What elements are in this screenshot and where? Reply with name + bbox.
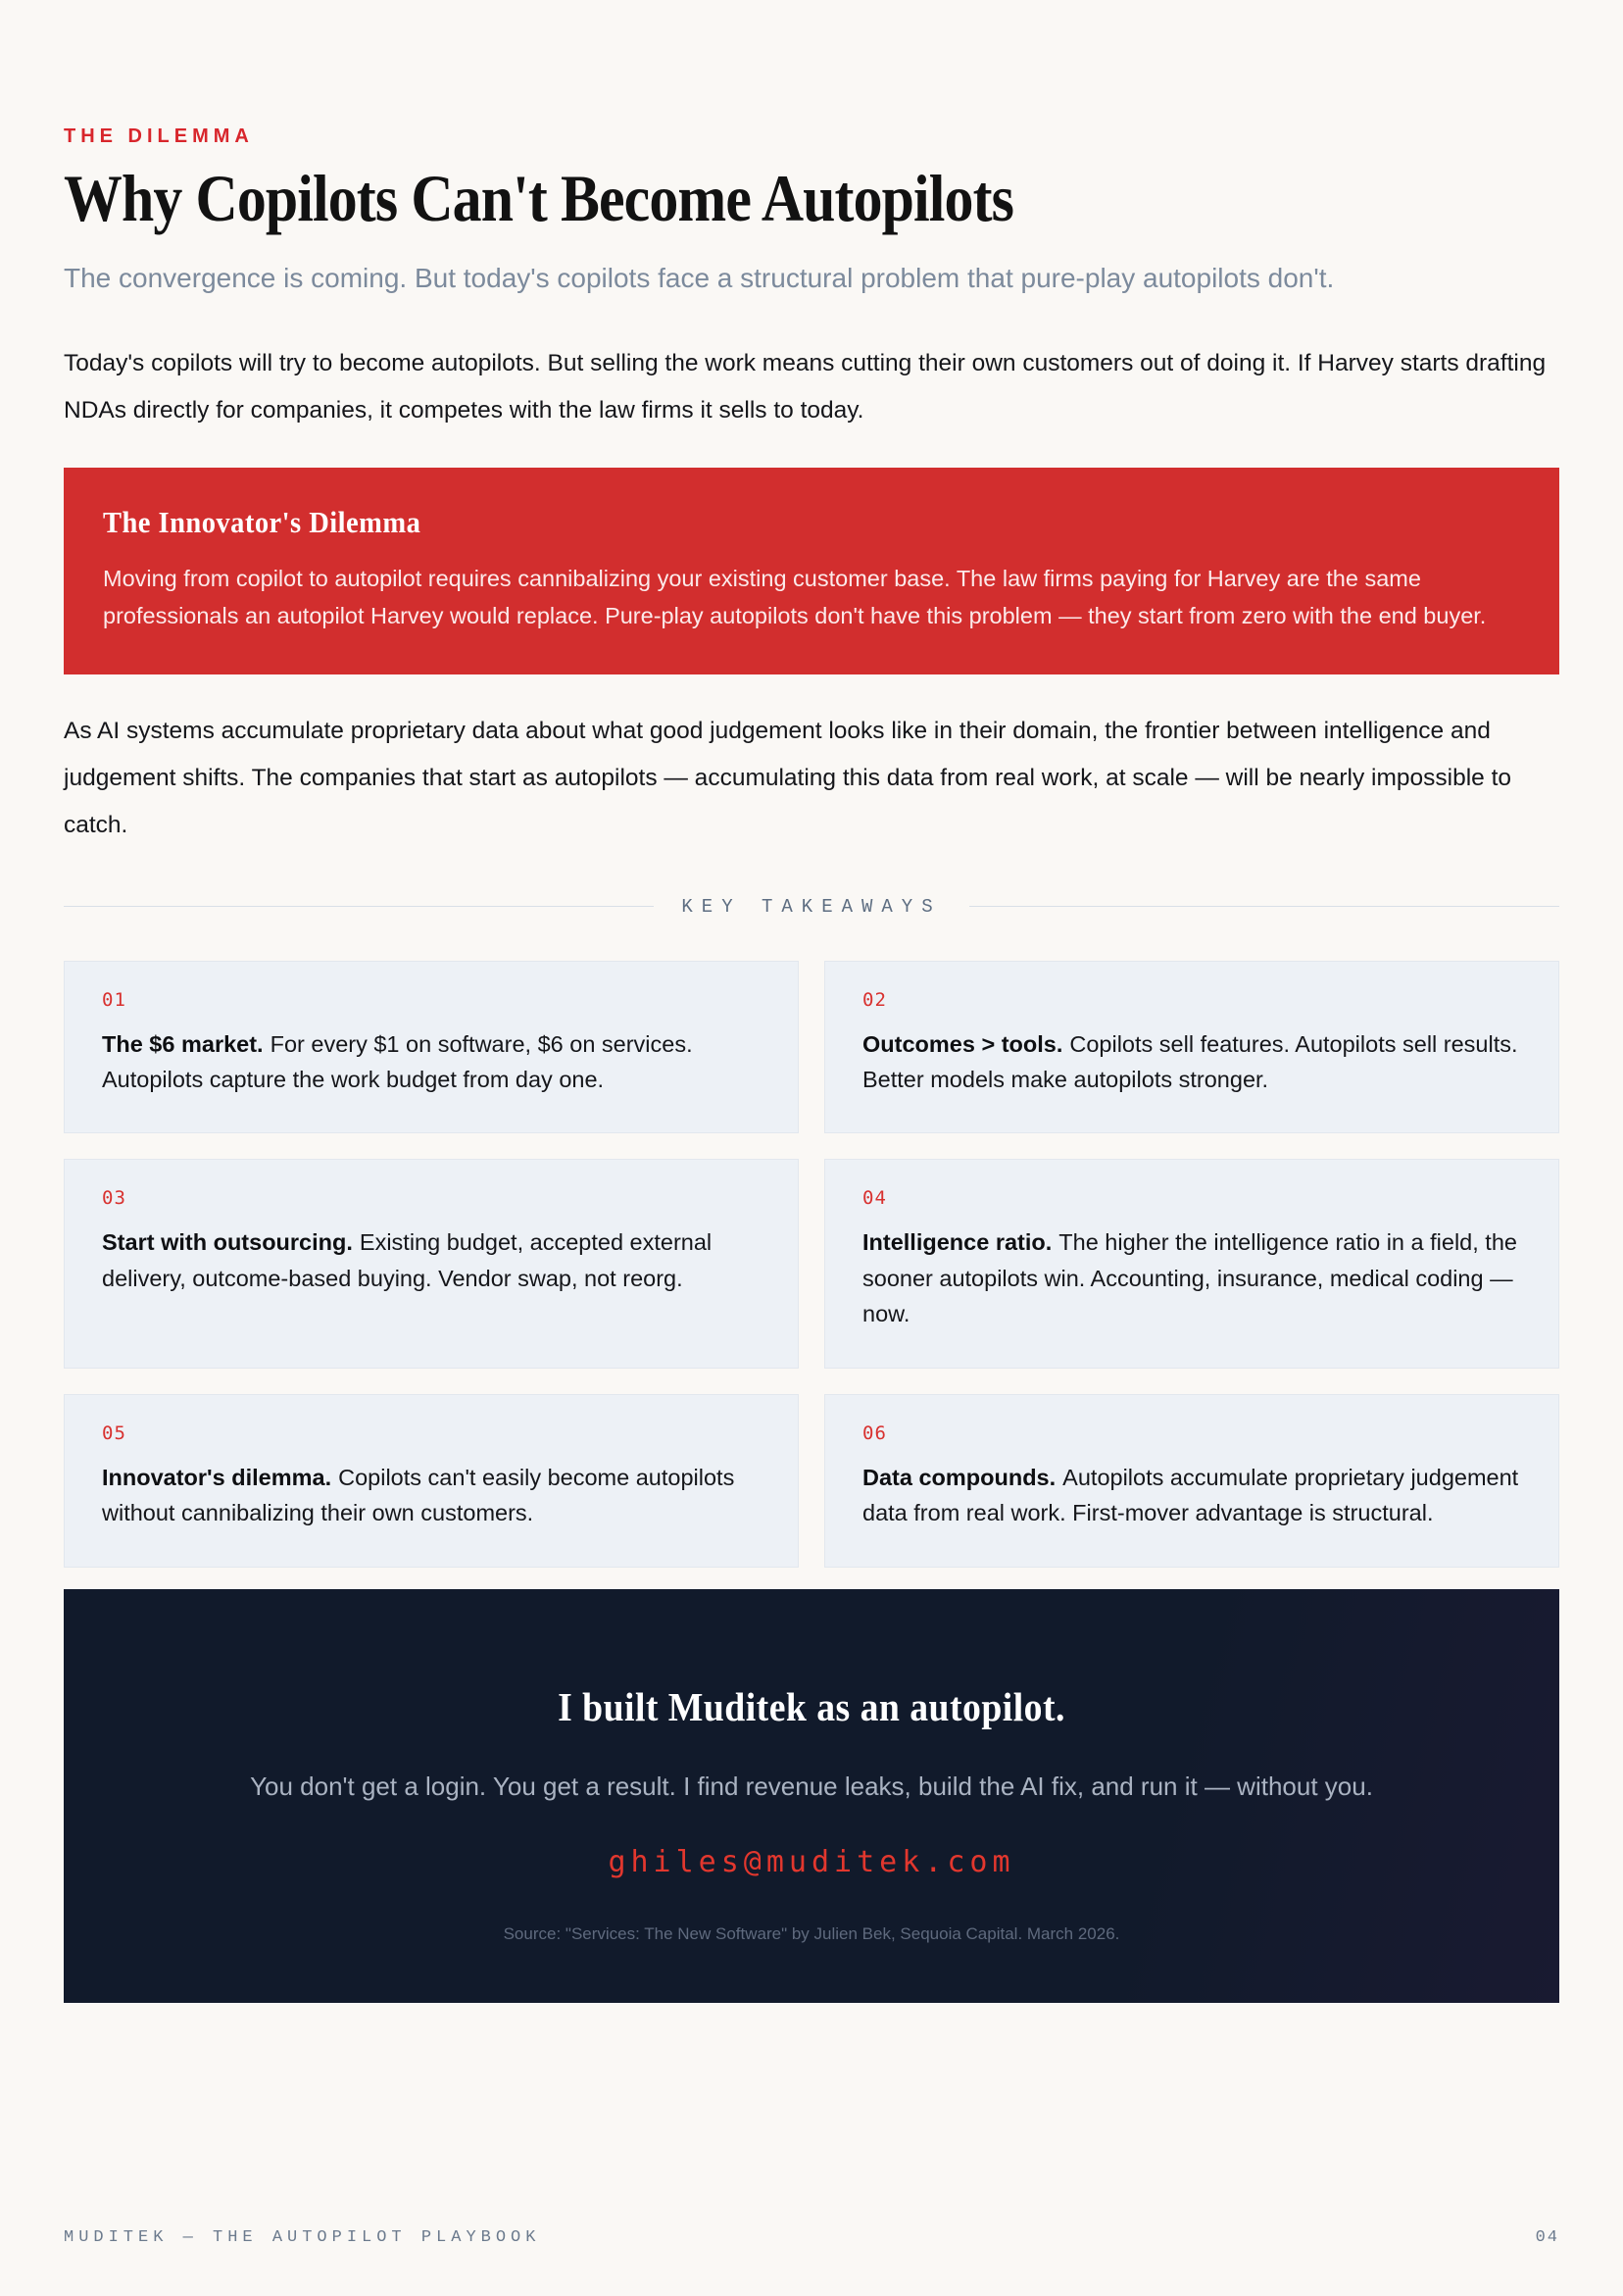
- card-lead: Data compounds.: [862, 1464, 1057, 1490]
- page-footer: [64, 2228, 1559, 2247]
- card-number: 06: [862, 1422, 887, 1444]
- takeaway-card-04: [824, 1159, 1559, 1368]
- contact-email-link[interactable]: ghiles@muditek.com: [608, 1844, 1015, 1879]
- card-number: 02: [862, 988, 887, 1011]
- card-text: [862, 1026, 1523, 1098]
- takeaway-card-03: [64, 1159, 799, 1368]
- takeaway-card-06: [824, 1394, 1559, 1568]
- card-body: Copilots sell features. Autopilots sell results. Better models make autopilots stronger.: [862, 1030, 1518, 1092]
- card-body: For every $1 on software, $6 on services. Autopilots capture the work budget from day one.: [102, 1030, 693, 1092]
- page-title: Why Copilots Can't Become Autopilots: [64, 161, 1014, 235]
- intro-paragraph: Today's copilots will try to become autopilots. But selling the work means cutting their own customers out of doing it. If Harvey starts drafting NDAs directly for companies, it competes with the law firms it sells to today.: [64, 350, 1547, 424]
- card-lead: The $6 market.: [102, 1030, 264, 1057]
- card-number: 03: [102, 1187, 126, 1210]
- card-number: 04: [862, 1187, 887, 1210]
- divider-line-right: [969, 906, 1559, 907]
- card-text: [862, 1224, 1523, 1331]
- card-lead: Start with outsourcing.: [102, 1229, 353, 1256]
- footer-document-title: MUDITEK — THE AUTOPILOT PLAYBOOK: [64, 2228, 541, 2247]
- takeaway-card-05: [64, 1394, 799, 1568]
- data-accumulation-paragraph: As AI systems accumulate proprietary data about what good judgement looks like in their domain, the frontier between intelligence and judgement shifts. The companies that start as autopilots — accumulating this data from real work, at scale — will be nearly impossible to catch.: [64, 718, 1512, 838]
- card-body: Copilots can't easily become autopilots without cannibalizing their own customers.: [102, 1464, 735, 1526]
- card-body: Existing budget, accepted external delivery, outcome-based buying. Vendor swap, not reorg.: [102, 1229, 713, 1291]
- source-attribution: Source: "Services: The New Software" by Julien Bek, Sequoia Capital. March 2026.: [503, 1923, 1120, 1943]
- cta-subtitle: You don't get a login. You get a result. I find revenue leaks, build the AI fix, and run it — without you.: [250, 1771, 1373, 1801]
- key-takeaways-heading: KEY TAKEAWAYS: [681, 895, 942, 918]
- takeaways-grid: [64, 961, 1559, 1568]
- card-text: [102, 1224, 762, 1296]
- cta-banner: [64, 1589, 1559, 2003]
- card-body: Autopilots accumulate proprietary judgement data from real work. First-mover advantage is structural.: [862, 1464, 1519, 1526]
- card-text: [102, 1026, 762, 1098]
- callout-body: Moving from copilot to autopilot requires cannibalizing your existing customer base. The law firms paying for Harvey are the same professionals an autopilot Harvey would replace. Pure-play autopilots don't have this problem — they start from zero with the end buyer.: [103, 565, 1487, 629]
- takeaway-card-02: [824, 961, 1559, 1134]
- card-text: [102, 1460, 762, 1531]
- card-body: The higher the intelligence ratio in a field, the sooner autopilots win. Accounting, insurance, medical coding — now.: [862, 1229, 1517, 1327]
- card-lead: Outcomes > tools.: [862, 1030, 1063, 1057]
- card-text: [862, 1460, 1523, 1531]
- divider-line-left: [64, 906, 654, 907]
- section-eyebrow: THE DILEMMA: [64, 125, 254, 147]
- page-subtitle: The convergence is coming. But today's copilots face a structural problem that pure-play autopilots don't.: [64, 263, 1335, 294]
- key-takeaways-divider: [64, 896, 1559, 918]
- callout-title: The Innovator's Dilemma: [103, 504, 421, 539]
- card-number: 05: [102, 1422, 126, 1444]
- footer-page-number: 04: [1535, 2228, 1559, 2247]
- card-lead: Innovator's dilemma.: [102, 1464, 332, 1490]
- innovators-dilemma-callout: [64, 468, 1559, 675]
- cta-title: I built Muditek as an autopilot.: [558, 1683, 1065, 1729]
- takeaway-card-01: [64, 961, 799, 1134]
- card-lead: Intelligence ratio.: [862, 1229, 1053, 1256]
- card-number: 01: [102, 988, 126, 1011]
